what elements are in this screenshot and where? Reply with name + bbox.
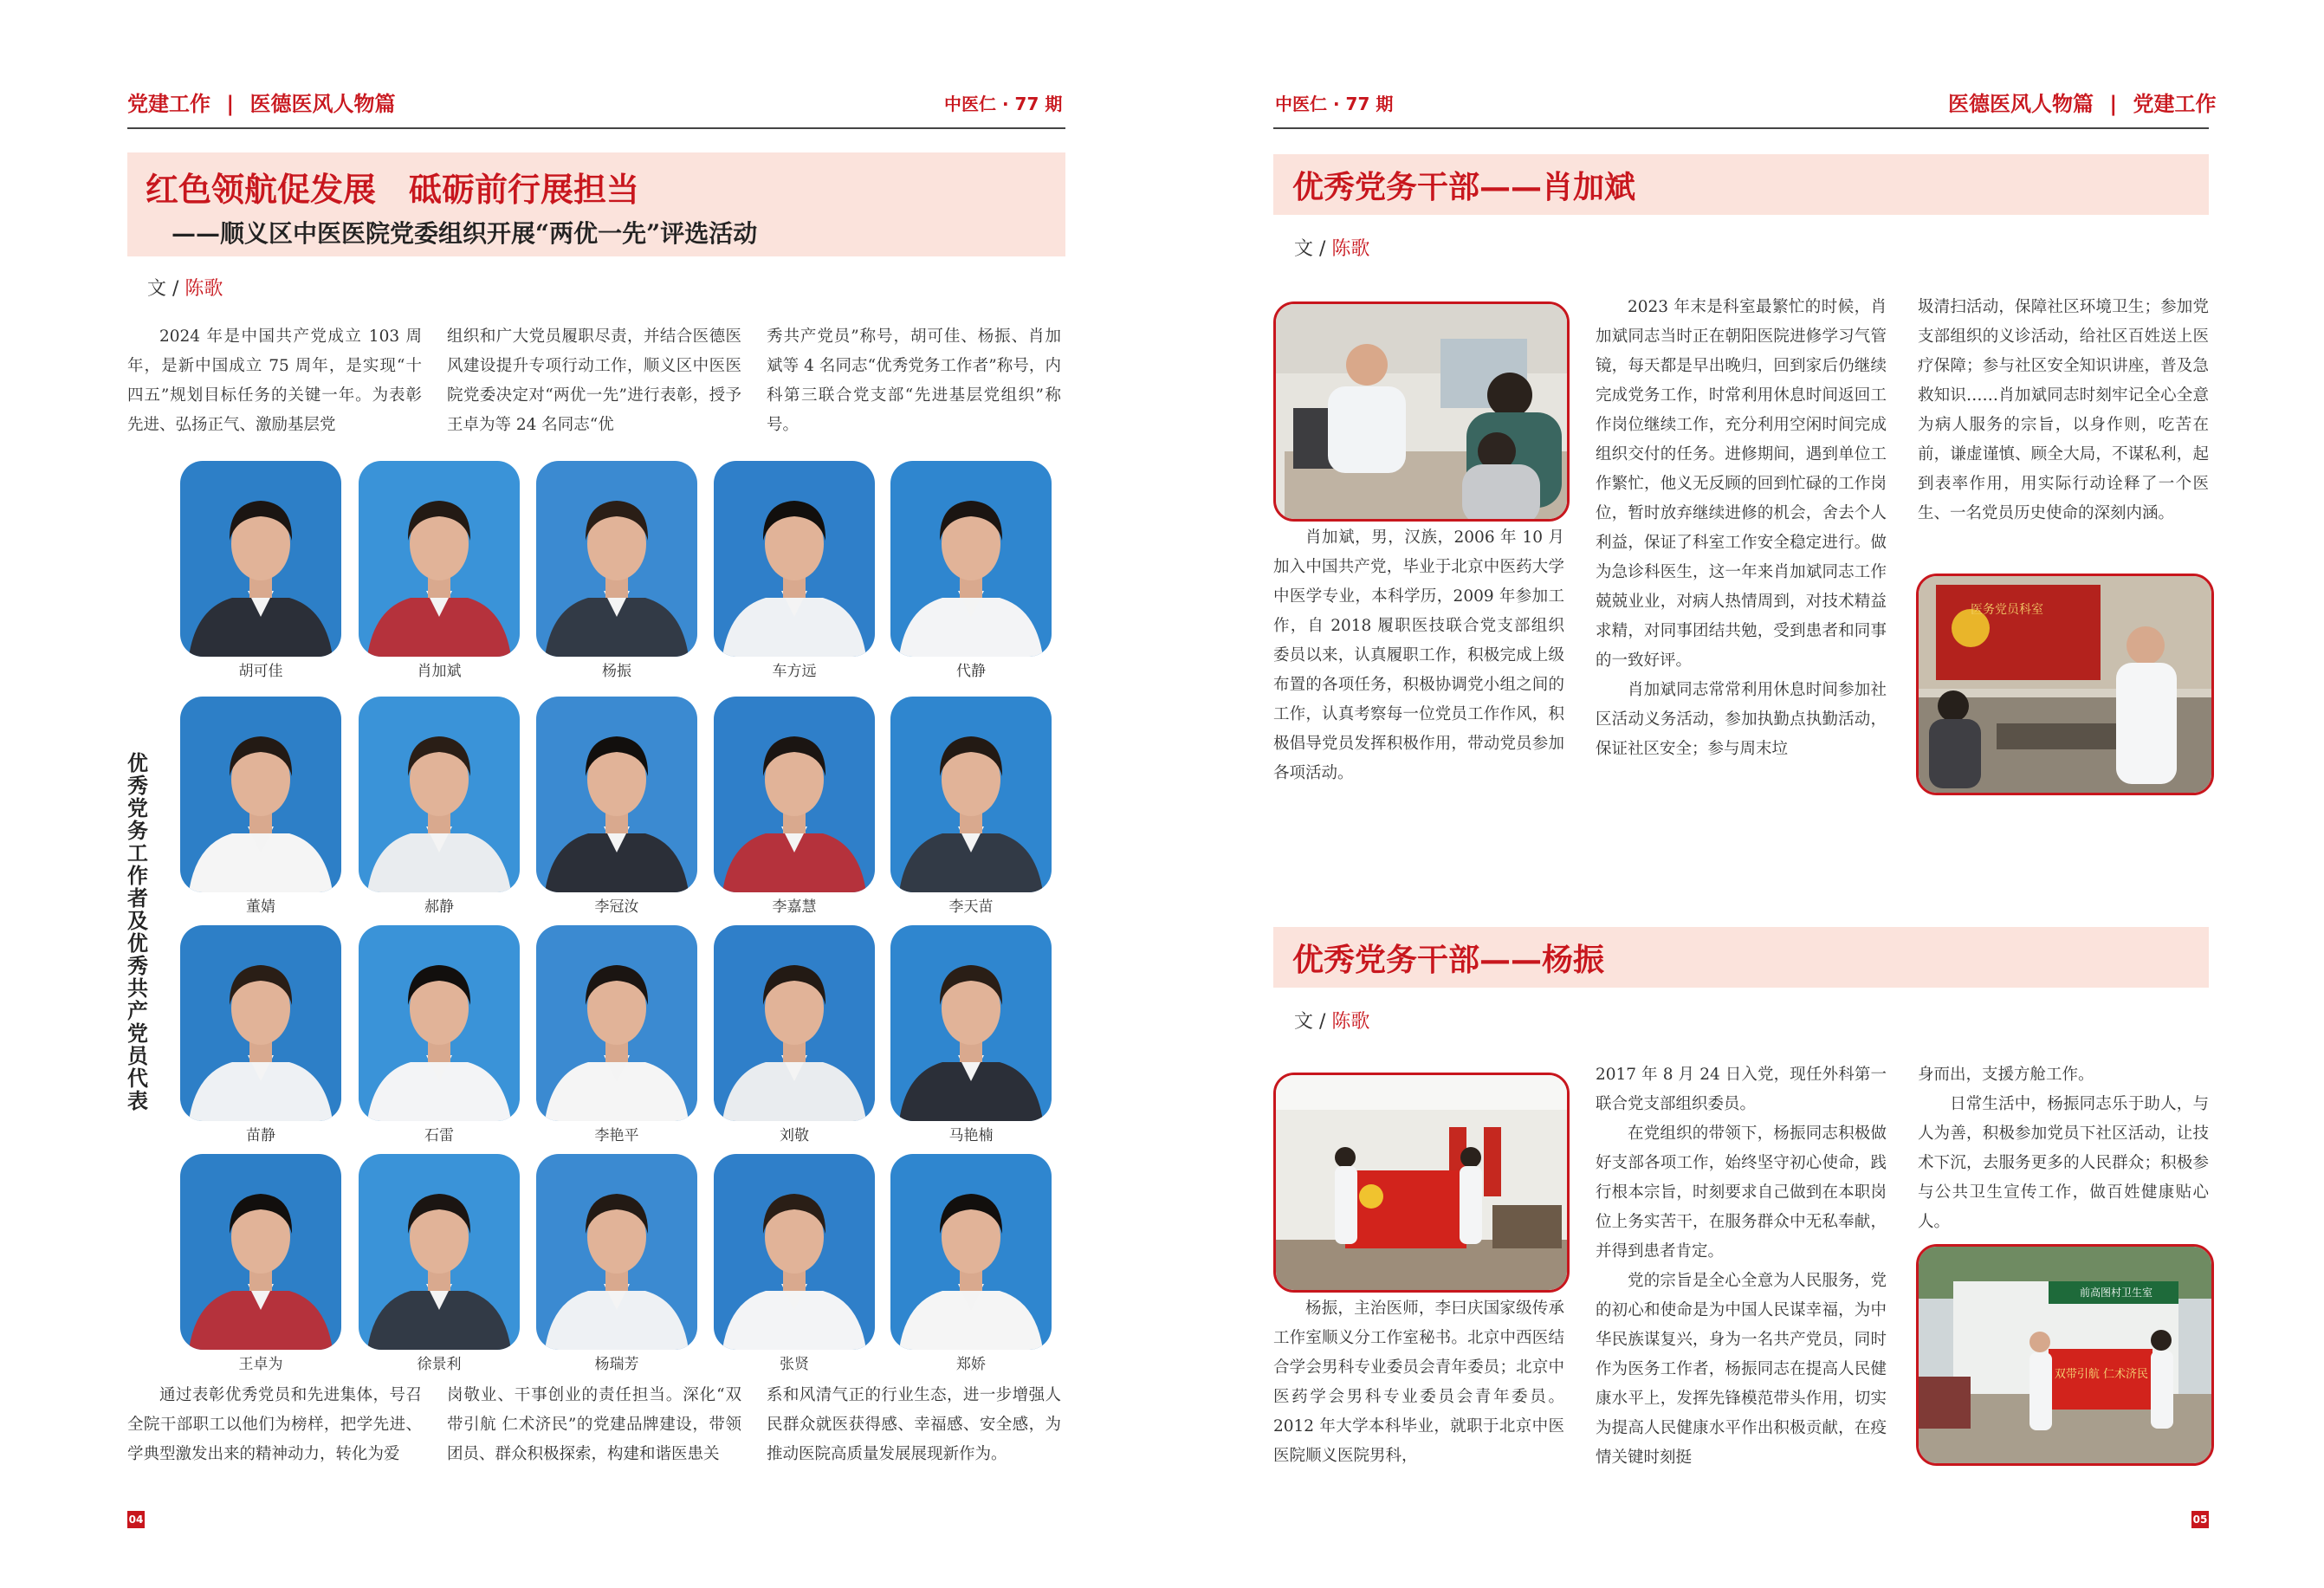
byline bbox=[1294, 234, 1369, 261]
portrait-name: 杨振 bbox=[602, 663, 631, 680]
article-title: 红色领航促发展 砥砺前行展担当 bbox=[146, 170, 640, 209]
paragraph: 肖加斌同志常常利用休息时间参加社区活动义务活动，参加执勤点执勤活动，保证社区安全；参与周末垃 bbox=[1596, 681, 1887, 758]
paragraph: 杨振，主治医师，李曰庆国家级传承工作室顺义分工作室秘书。北京中西医结合学会男科专业委员会青年委员；北京中医药学会男科专业委员会青年委员。2012 年大学本科毕业，就职于北京中医医院顺义医院男科， bbox=[1273, 1300, 1564, 1465]
portrait-photo bbox=[180, 697, 341, 892]
byline bbox=[147, 274, 223, 301]
portrait-name: 马艳楠 bbox=[948, 1127, 994, 1144]
byline-author: 陈歌 bbox=[184, 278, 223, 300]
meeting-banner-text: 医务党员科室 bbox=[1971, 603, 2043, 617]
intro-col-3 bbox=[767, 322, 1061, 440]
photo-yang-clinic bbox=[1916, 1244, 2214, 1466]
paragraph: 圾清扫活动，保障社区环境卫生；参加党支部组织的义诊活动，给社区百姓送上医疗保障；参与社区安全知识讲座，普及急救知识……肖加斌同志时刻牢记全心全意为病人服务的宗旨，以身作则，吃苦在前，谦虚谨慎、顾全大局，不谋私利，起到表率作用，用实际行动诠释了一个医生、一名党员历史使命的深刻内涵。 bbox=[1918, 298, 2209, 522]
portrait-photo bbox=[536, 1154, 697, 1350]
photo-xiao-meeting bbox=[1916, 574, 2214, 795]
portrait-image bbox=[180, 925, 341, 1121]
portrait-name: 李嘉慧 bbox=[772, 898, 817, 916]
portrait-name: 代静 bbox=[956, 663, 986, 680]
paragraph: 党的宗旨是全心全意为人民服务，党的初心和使命是为中国人民谋幸福，为中华民族谋复兴，身为一名共产党员，同时作为医务工作者，杨振同志在提高人民健康水平上，发挥先锋模范带头作用，切实为提高人民健康水平作出积极贡献，在疫情关键时刻挺 bbox=[1596, 1272, 1887, 1467]
paragraph: 肖加斌，男，汉族，2006 年 10 月加入中国共产党，毕业于北京中医药大学中医学专业，本科学历，2009 年参加工作，自 2018 履职医技联合党支部组织委员以来，认真履职工作，积极完成上级布置的各项任务，积极协调党小组之间的工作，认真考察每一位党员工作作风，积极倡导党员发挥积极作用，带动党员参加各项活动。 bbox=[1273, 528, 1564, 782]
portrait-name: 李艳平 bbox=[594, 1127, 639, 1144]
portrait-image bbox=[714, 697, 875, 892]
section-title: 优秀党务干部——杨振 bbox=[1292, 942, 1605, 978]
portrait-name: 徐景利 bbox=[417, 1356, 462, 1373]
portrait-image bbox=[890, 697, 1052, 892]
portrait-image bbox=[180, 1154, 341, 1350]
header-rule bbox=[1273, 127, 2209, 129]
header-section: 党建工作 bbox=[127, 92, 210, 116]
s2-col-1 bbox=[1273, 1294, 1564, 1471]
portrait-image bbox=[890, 1154, 1052, 1350]
portrait-name: 郝静 bbox=[424, 898, 454, 916]
s1-col-1 bbox=[1273, 523, 1564, 788]
section-title: 优秀党务干部——肖加斌 bbox=[1292, 169, 1636, 205]
portrait-image bbox=[359, 697, 520, 892]
photo-yang-clinic-image bbox=[1919, 1247, 2211, 1463]
portrait-photo bbox=[890, 925, 1052, 1121]
s1-col-3 bbox=[1918, 293, 2209, 528]
portrait-photo bbox=[714, 697, 875, 892]
portrait-photo bbox=[536, 697, 697, 892]
portrait-name: 董婧 bbox=[246, 898, 275, 916]
paragraph: 系和风清气正的行业生态，进一步增强人民群众就医获得感、幸福感、安全感，为推动医院高质量发展展现新作为。 bbox=[767, 1386, 1061, 1463]
closing-col-2 bbox=[447, 1381, 741, 1469]
closing-col-3 bbox=[767, 1381, 1061, 1469]
right-page bbox=[1162, 0, 2324, 1588]
portrait-image bbox=[714, 925, 875, 1121]
header-separator: | bbox=[2109, 92, 2118, 116]
paragraph: 秀共产党员”称号，胡可佳、杨振、肖加斌等 4 名同志“优秀党务工作者”称号，内科第三联合党支部“先进基层党组织”称号。 bbox=[767, 327, 1061, 434]
portrait-photo bbox=[714, 925, 875, 1121]
s1-col-2 bbox=[1596, 293, 1887, 764]
vertical-caption: 优秀党务工作者及优秀共产党员代表 bbox=[127, 750, 148, 1113]
portrait-image bbox=[359, 925, 520, 1121]
paragraph: 岗敬业、干事创业的责任担当。深化“双带引航 仁术济民”的党建品牌建设，带领团员、群众积极探索，构建和谐医患关 bbox=[447, 1386, 741, 1463]
portrait-photo bbox=[180, 925, 341, 1121]
portrait-image bbox=[890, 925, 1052, 1121]
portrait-image bbox=[536, 925, 697, 1121]
s2-col-3 bbox=[1918, 1060, 2209, 1237]
portrait-name: 肖加斌 bbox=[417, 663, 462, 680]
portrait-photo bbox=[890, 697, 1052, 892]
photo-xiao-meeting-image bbox=[1919, 576, 2211, 793]
portrait-photo bbox=[359, 461, 520, 657]
page-number: 04 bbox=[127, 1511, 145, 1528]
article-subtitle: ——顺义区中医医院党委组织开展“两优一先”评选活动 bbox=[172, 219, 758, 248]
paragraph: 2023 年末是科室最繁忙的时候，肖加斌同志当时正在朝阳医院进修学习气管镜，每天都是早出晚归，回到家后仍继续完成党务工作，时常利用休息时间返回工作岗位继续工作，充分利用空闲时间完成组织交付的任务。进修期间，遇到单位工作繁忙，他义无反顾的回到忙碌的工作岗位，暂时放弃继续进修的机会，舍去个人利益，保证了科室工作安全稳定进行。做为急诊科医生，这一年来肖加斌同志工作兢兢业业，对病人热情周到，对技术精益求精，对同事团结共勉，受到患者和同事的一致好评。 bbox=[1596, 298, 1887, 670]
portrait-photo bbox=[536, 461, 697, 657]
closing-col-1 bbox=[127, 1381, 422, 1469]
s2-col-2 bbox=[1596, 1060, 1887, 1473]
left-header bbox=[127, 87, 395, 121]
portrait-name: 苗静 bbox=[246, 1127, 275, 1144]
paragraph: 2024 年是中国共产党成立 103 周年，是新中国成立 75 周年，是实现“十四五”规划目标任务的关键一年。为表彰先进、弘扬正气、激励基层党 bbox=[127, 327, 422, 434]
portrait-image bbox=[536, 1154, 697, 1350]
byline-prefix: 文 / bbox=[1294, 238, 1332, 260]
portrait-name: 张贤 bbox=[780, 1356, 809, 1373]
paragraph: 2017 年 8 月 24 日入党，现任外科第一联合党支部组织委员。 bbox=[1596, 1066, 1887, 1113]
flag-text: 双带引航 仁术济民 bbox=[2054, 1368, 2149, 1381]
portrait-photo bbox=[359, 925, 520, 1121]
clinic-sign-text: 前高图村卫生室 bbox=[2080, 1287, 2153, 1299]
portrait-photo bbox=[714, 461, 875, 657]
paragraph: 组织和广大党员履职尽责，并结合医德医风建设提升专项行动工作，顺义区中医医院党委决定对“两优一先”进行表彰，授予王卓为等 24 名同志“优 bbox=[447, 327, 741, 434]
portrait-name: 胡可佳 bbox=[238, 663, 283, 680]
portrait-image bbox=[359, 461, 520, 657]
byline-author: 陈歌 bbox=[1331, 1011, 1370, 1033]
portrait-image bbox=[180, 461, 341, 657]
portrait-image bbox=[536, 697, 697, 892]
portrait-photo bbox=[536, 925, 697, 1121]
byline bbox=[1294, 1007, 1369, 1034]
header-section: 党建工作 bbox=[2133, 92, 2217, 116]
portrait-image bbox=[536, 461, 697, 657]
portrait-photo bbox=[359, 1154, 520, 1350]
paragraph: 身而出，支援方舱工作。 bbox=[1918, 1066, 2094, 1084]
intro-col-2 bbox=[447, 322, 741, 440]
paragraph: 通过表彰优秀党员和先进集体，号召全院干部职工以他们为榜样，把学先进、学典型激发出来的精神动力，转化为爱 bbox=[127, 1386, 422, 1463]
right-issue: 中医仁 · 77 期 bbox=[1275, 94, 1394, 114]
header-column: 医德医风人物篇 bbox=[249, 92, 396, 116]
photo-yang-flag bbox=[1273, 1073, 1570, 1293]
portrait-photo bbox=[359, 697, 520, 892]
portrait-image bbox=[359, 1154, 520, 1350]
portrait-photo bbox=[890, 461, 1052, 657]
left-issue: 中医仁 · 77 期 bbox=[944, 94, 1063, 114]
photo-yang-flag-image bbox=[1276, 1075, 1567, 1290]
portrait-image bbox=[180, 697, 341, 892]
portrait-name: 车方远 bbox=[772, 663, 817, 680]
portrait-name: 杨瑞芳 bbox=[594, 1356, 639, 1373]
intro-col-1 bbox=[127, 322, 422, 440]
portrait-image bbox=[714, 1154, 875, 1350]
byline-prefix: 文 / bbox=[1294, 1011, 1332, 1033]
portrait-image bbox=[714, 461, 875, 657]
portrait-name: 刘敬 bbox=[780, 1127, 809, 1144]
byline-author: 陈歌 bbox=[1331, 238, 1370, 260]
portrait-photo bbox=[890, 1154, 1052, 1350]
portrait-photo bbox=[714, 1154, 875, 1350]
portrait-name: 李天苗 bbox=[948, 898, 994, 916]
portrait-photo bbox=[180, 461, 341, 657]
header-rule bbox=[127, 127, 1065, 129]
header-column: 医德医风人物篇 bbox=[1948, 92, 2094, 116]
header-separator: | bbox=[226, 92, 235, 116]
portrait-name: 李冠汝 bbox=[594, 898, 639, 916]
paragraph: 日常生活中，杨振同志乐于助人，与人为善，积极参加党员下社区活动，让技术下沉，去服务更多的人民群众；积极参与公共卫生宣传工作，做百姓健康贴心人。 bbox=[1918, 1095, 2209, 1231]
portrait-image bbox=[890, 461, 1052, 657]
photo-xiao-consult-image bbox=[1276, 304, 1567, 519]
portrait-name: 石雷 bbox=[424, 1127, 454, 1144]
portrait-name: 王卓为 bbox=[238, 1356, 283, 1373]
right-header bbox=[1948, 87, 2216, 121]
paragraph: 在党组织的带领下，杨振同志积极做好支部各项工作，始终坚守初心使命，践行根本宗旨，时刻要求自己做到在本职岗位上务实苦干，在服务群众中无私奉献，并得到患者肯定。 bbox=[1596, 1125, 1887, 1261]
photo-xiao-consult bbox=[1273, 301, 1570, 522]
byline-prefix: 文 / bbox=[147, 278, 185, 300]
portrait-name: 郑娇 bbox=[956, 1356, 986, 1373]
portrait-photo bbox=[180, 1154, 341, 1350]
page-number: 05 bbox=[2191, 1511, 2209, 1528]
